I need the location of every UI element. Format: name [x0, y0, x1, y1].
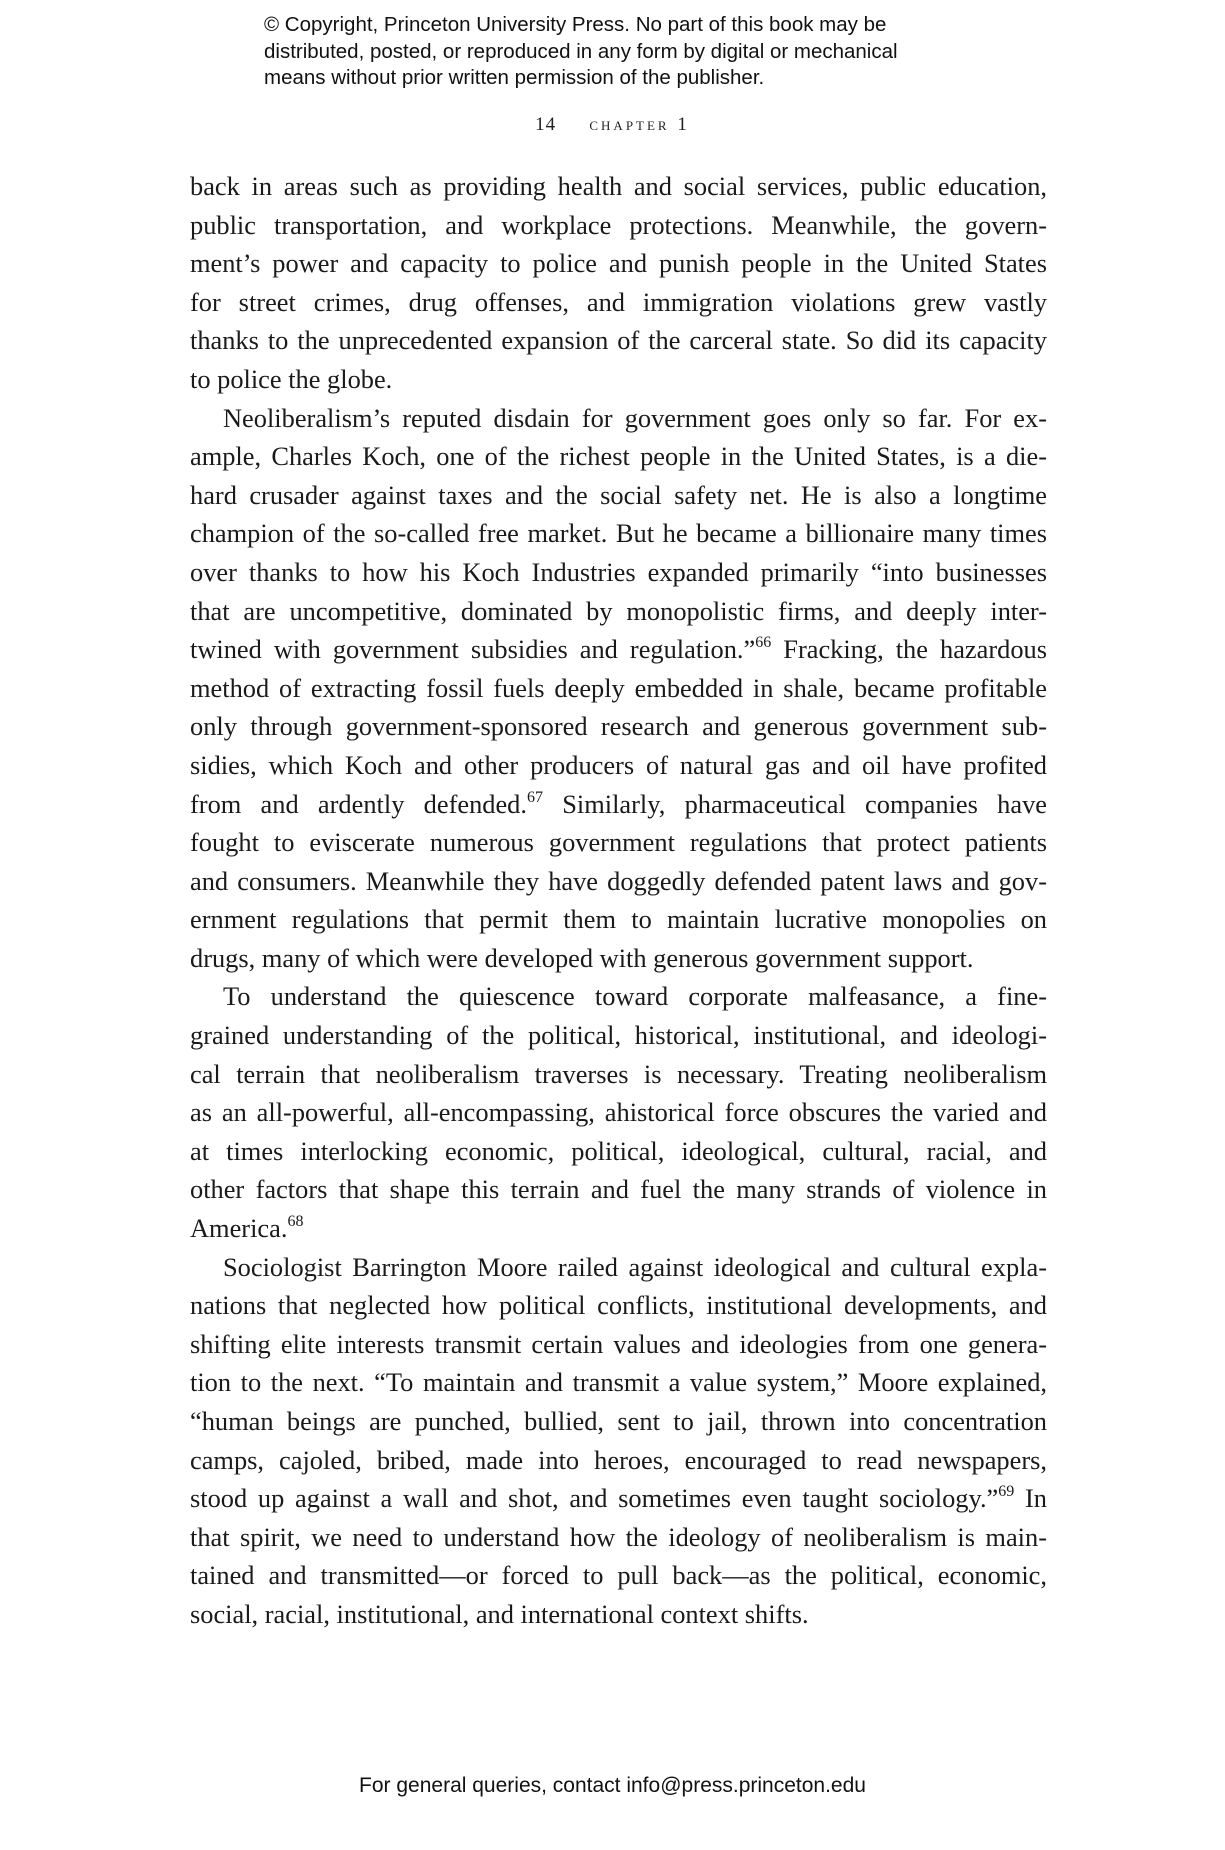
text-line	[190, 514, 1047, 553]
text-segment: method of extracting fossil fuels deeply embedded in shale, became profitable	[190, 672, 1047, 703]
text-segment: over thanks to how his Koch Industries expanded primarily “into businesses	[190, 556, 1047, 587]
text-line	[190, 399, 1047, 438]
text-line	[190, 592, 1047, 631]
text-segment: public transportation, and workplace protections. Meanwhile, the govern-	[190, 209, 1047, 240]
text-line	[190, 206, 1047, 245]
text-line	[190, 553, 1047, 592]
text-line	[190, 1325, 1047, 1364]
text-line	[190, 244, 1047, 283]
text-line	[190, 1132, 1047, 1171]
text-line	[190, 1170, 1047, 1209]
footnote-ref: 67	[526, 788, 543, 806]
text-line	[190, 1595, 1047, 1634]
text-segment: that are uncompetitive, dominated by monopolistic firms, and deeply inter-	[190, 595, 1047, 626]
text-segment: cal terrain that neoliberalism traverses is necessary. Treating neoliberalism	[190, 1058, 1047, 1089]
text-line	[190, 900, 1047, 939]
text-segment: hard crusader against taxes and the social safety net. He is also a longtime	[190, 479, 1047, 510]
text-line	[190, 630, 1047, 669]
text-line	[190, 785, 1047, 824]
text-line	[190, 669, 1047, 708]
text-segment: other factors that shape this terrain and fuel the many strands of violence in	[190, 1174, 1047, 1205]
text-segment: camps, cajoled, bribed, made into heroes, encouraged to read newspapers,	[190, 1444, 1047, 1475]
text-segment: drugs, many of which were developed with generous government support.	[190, 942, 974, 973]
text-line	[190, 321, 1047, 360]
text-segment: sidies, which Koch and other producers of natural gas and oil have profited	[190, 749, 1047, 780]
text-segment: ernment regulations that permit them to maintain lucrative monopolies on	[190, 904, 1047, 935]
text-line	[190, 1286, 1047, 1325]
text-segment: only through government-sponsored research and generous government sub-	[190, 711, 1047, 742]
footnote-ref: 69	[998, 1483, 1015, 1501]
text-segment: America.	[190, 1213, 288, 1244]
text-line	[190, 939, 1047, 978]
text-line	[190, 862, 1047, 901]
text-segment: tained and transmitted—or forced to pull back—as the political, economic,	[190, 1560, 1047, 1591]
text-line	[190, 977, 1047, 1016]
text-line	[190, 167, 1047, 206]
text-segment: fought to eviscerate numerous government regulations that protect patients	[190, 827, 1047, 858]
text-line	[190, 1209, 1047, 1248]
text-segment: Fracking, the hazardous	[771, 634, 1047, 665]
copyright-notice	[264, 12, 964, 92]
text-line	[190, 1402, 1047, 1441]
text-line	[190, 360, 1047, 399]
text-segment: ment’s power and capacity to police and punish people in the United States	[190, 248, 1047, 279]
paragraph	[190, 1248, 1047, 1634]
text-segment: Sociologist Barrington Moore railed against ideological and cultural expla-	[223, 1251, 1047, 1282]
text-segment: grained understanding of the political, historical, institutional, and ideologi-	[190, 1020, 1047, 1051]
copyright-line: © Copyright, Princeton University Press. No part of this book may be	[264, 13, 887, 36]
text-segment: back in areas such as providing health and social services, public education,	[190, 171, 1047, 201]
text-line	[190, 707, 1047, 746]
text-segment: to police the globe.	[190, 363, 393, 394]
paragraph	[190, 399, 1047, 978]
text-line	[190, 1055, 1047, 1094]
text-segment: tion to the next. “To maintain and transmit a value system,” Moore explained,	[190, 1367, 1047, 1398]
text-segment: Neoliberalism’s reputed disdain for government goes only so far. For ex-	[223, 402, 1047, 433]
paragraph	[190, 977, 1047, 1247]
paragraph	[190, 167, 1047, 399]
text-line	[190, 823, 1047, 862]
text-line	[190, 1363, 1047, 1402]
text-segment: social, racial, institutional, and international context shifts.	[190, 1598, 809, 1629]
copyright-line: distributed, posted, or reproduced in any form by digital or mechanical	[264, 39, 898, 63]
text-segment: ample, Charles Koch, one of the richest people in the United States, is a die-	[190, 441, 1047, 472]
text-segment: thanks to the unprecedented expansion of the carceral state. So did its capacity	[190, 325, 1047, 356]
text-segment: as an all-powerful, all-encompassing, ahistorical force obscures the varied and	[190, 1097, 1047, 1128]
footer-contact: For general queries, contact info@press.princeton.edu	[359, 1774, 866, 1797]
text-segment: twined with government subsidies and regulation.”	[190, 634, 756, 665]
running-head	[0, 114, 1225, 136]
text-line	[190, 437, 1047, 476]
footnote-ref: 66	[755, 634, 772, 652]
text-line	[190, 283, 1047, 322]
body-text	[190, 167, 1047, 1634]
text-segment: shifting elite interests transmit certain values and ideologies from one genera-	[190, 1328, 1047, 1359]
text-segment: from and ardently defended.	[190, 788, 527, 819]
text-line	[190, 1441, 1047, 1480]
text-line	[190, 1556, 1047, 1595]
text-line	[190, 1093, 1047, 1132]
text-segment: To understand the quiescence toward corporate malfeasance, a fine-	[223, 981, 1047, 1012]
chapter-label: chapter 1	[589, 114, 690, 135]
text-segment: and consumers. Meanwhile they have doggedly defended patent laws and gov-	[190, 865, 1047, 896]
text-segment: Similarly, pharmaceutical companies have	[542, 788, 1047, 819]
text-line	[190, 1479, 1047, 1518]
copyright-line: means without prior written permission of the publisher.	[264, 66, 765, 89]
text-line	[190, 1016, 1047, 1055]
footnote-ref: 68	[287, 1213, 304, 1231]
text-line	[190, 746, 1047, 785]
text-segment: at times interlocking economic, political, ideological, cultural, racial, and	[190, 1135, 1047, 1166]
text-segment: “human beings are punched, bullied, sent to jail, thrown into concentration	[190, 1406, 1047, 1436]
text-segment: champion of the so-called free market. But he became a billionaire many times	[190, 518, 1047, 549]
text-line	[190, 1518, 1047, 1557]
text-line	[190, 476, 1047, 515]
page-number: 14	[535, 114, 557, 135]
text-segment: that spirit, we need to understand how the ideology of neoliberalism is main-	[190, 1521, 1047, 1552]
text-line	[190, 1248, 1047, 1287]
text-segment: In	[1014, 1483, 1047, 1514]
text-segment: stood up against a wall and shot, and sometimes even taught sociology.”	[190, 1483, 999, 1514]
text-segment: for street crimes, drug offenses, and immigration violations grew vastly	[190, 286, 1047, 317]
text-segment: nations that neglected how political conflicts, institutional developments, and	[190, 1290, 1047, 1321]
